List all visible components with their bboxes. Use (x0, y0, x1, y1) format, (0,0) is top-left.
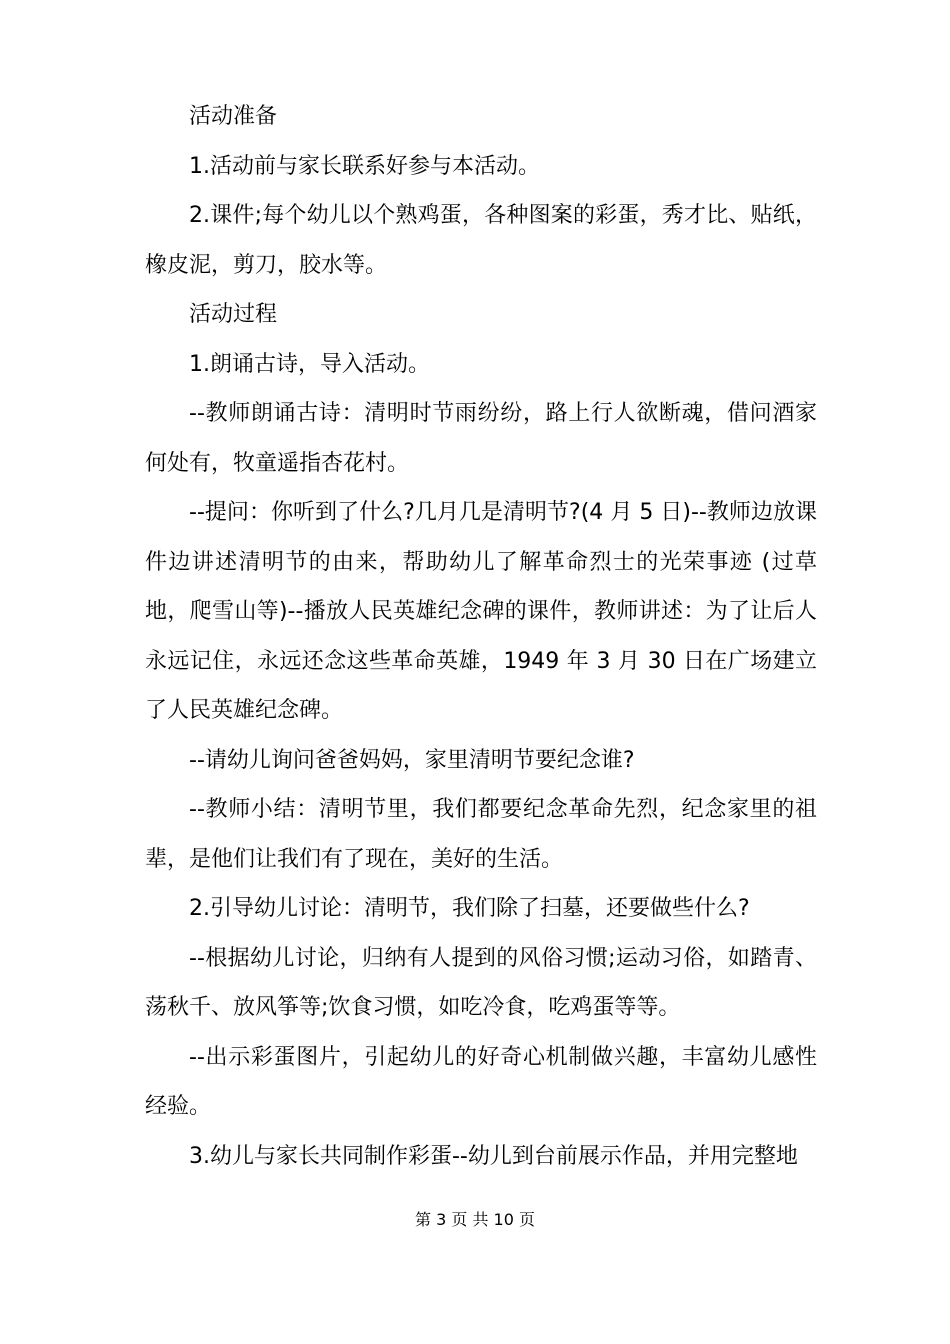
document-body (145, 92, 817, 1181)
paragraph: --教师朗诵古诗：清明时节雨纷纷，路上行人欲断魂，借问酒家何处有，牧童遥指杏花村。 (145, 401, 817, 476)
section-heading-preparation: 活动准备 (189, 104, 278, 129)
paragraph: --教师小结：清明节里，我们都要纪念革命先烈，纪念家里的祖辈，是他们让我们有了现在，美好的生活。 (145, 797, 817, 872)
paragraph: --提问：你听到了什么?几月几是清明节?(4 月 5 日)--教师边放课件边讲述清明节的由来，帮助幼儿了解革命烈士的光荣事迹 (过草地，爬雪山等)--播放人民英雄纪念碑的课件，教师讲述：为了让后人永远记住，永远还念这些革命英雄，1949 年 3 月 30 日在广场建立了人民英雄纪念碑。 (145, 500, 817, 723)
page-number-footer: 第 3 页 共 10 页 (415, 1210, 535, 1229)
paragraph: 1.朗诵古诗，导入活动。 (189, 351, 430, 377)
section-heading-process: 活动过程 (189, 302, 278, 327)
paragraph: 3.幼儿与家长共同制作彩蛋--幼儿到台前展示作品，并用完整地 (189, 1143, 798, 1169)
paragraph: 1.活动前与家长联系好参与本活动。 (189, 153, 540, 179)
paragraph: 2.引导幼儿讨论：清明节，我们除了扫墓，还要做些什么? (189, 896, 750, 921)
paragraph: 2.课件;每个幼儿以个熟鸡蛋，各种图案的彩蛋，秀才比、贴纸，橡皮泥，剪刀，胶水等。 (145, 203, 817, 278)
paragraph: --根据幼儿讨论，归纳有人提到的风俗习惯;运动习俗，如踏青、荡秋千、放风筝等;饮食习惯，如吃冷食，吃鸡蛋等等。 (145, 945, 817, 1020)
paragraph: --请幼儿询问爸爸妈妈，家里清明节要纪念谁? (189, 747, 635, 773)
paragraph: --出示彩蛋图片，引起幼儿的好奇心机制做兴趣，丰富幼儿感性经验。 (145, 1044, 817, 1119)
